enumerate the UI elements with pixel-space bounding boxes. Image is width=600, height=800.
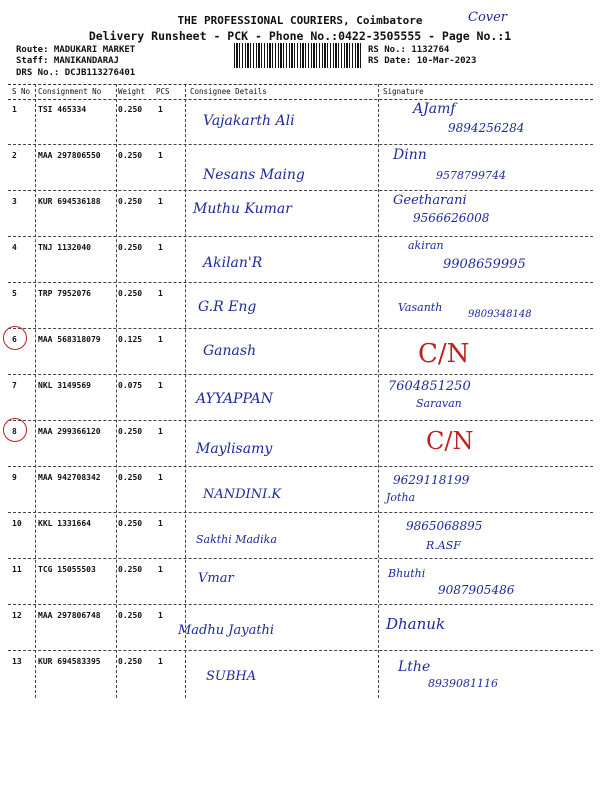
table-row (8, 513, 593, 559)
handwritten-note: Cover (468, 10, 508, 25)
row-weight: 0.250 (118, 289, 143, 298)
row-weight: 0.250 (118, 473, 143, 482)
row-pcs: 1 (158, 565, 163, 574)
table-row (8, 375, 593, 421)
header-sno: S No (12, 87, 31, 96)
signature-phone: 9908659995 (443, 257, 526, 272)
consignee-name: Vajakarth Ali (203, 113, 295, 129)
table-header (8, 84, 593, 100)
row-sno: 4 (12, 243, 17, 252)
table-row (8, 421, 593, 467)
signature-name: Bhuthi (388, 567, 426, 580)
row-sno: 7 (12, 381, 17, 390)
header-pcs: PCS (156, 87, 170, 96)
signature-name: Saravan (416, 397, 462, 410)
route-label: Route: MADUKARI MARKET (16, 45, 136, 55)
row-weight: 0.250 (118, 657, 143, 666)
signature-name: Vasanth (398, 301, 443, 314)
rs-number: RS No.: 1132764 (368, 45, 450, 55)
consignee-name: Nesans Maing (203, 167, 305, 183)
row-sno: 12 (12, 611, 22, 620)
row-6-circle-mark (3, 326, 27, 350)
document-subtitle: Delivery Runsheet - PCK - Phone No.:0422-3505555 - Page No.:1 (88, 29, 512, 43)
signature-name: Lthe (398, 659, 431, 675)
table-row (8, 237, 593, 283)
row-sno: 2 (12, 151, 17, 160)
signature-name: R.ASF (426, 539, 461, 552)
row-consignment: MAA 297806550 (38, 151, 101, 160)
consignee-name: Akilan'R (203, 255, 263, 271)
consignee-name: SUBHA (206, 669, 257, 684)
row-consignment: TRP 7952076 (38, 289, 91, 298)
row-consignment: TNJ 1132040 (38, 243, 91, 252)
signature-name: Jotha (386, 491, 416, 504)
signature-phone: 9629118199 (393, 473, 470, 487)
document-title: THE PROFESSIONAL COURIERS, Coimbatore (177, 14, 423, 27)
status-mark: C/N (418, 339, 470, 369)
row-consignment: MAA 297806748 (38, 611, 101, 620)
row-sno: 10 (12, 519, 22, 528)
table-row (8, 467, 593, 513)
signature-phone: 9865068895 (406, 519, 483, 533)
row-consignment: TSI 465334 (38, 105, 87, 114)
row-pcs: 1 (158, 335, 163, 344)
consignee-name: Maylisamy (196, 441, 273, 457)
row-pcs: 1 (158, 243, 163, 252)
consignee-name: G.R Eng (198, 299, 257, 315)
signature-phone: 7604851250 (388, 379, 471, 394)
row-pcs: 1 (158, 289, 163, 298)
row-pcs: 1 (158, 657, 163, 666)
row-sno: 9 (12, 473, 17, 482)
row-sno: 5 (12, 289, 17, 298)
consignee-name: Muthu Kumar (193, 201, 292, 217)
consignee-name: AYYAPPAN (196, 391, 273, 407)
table-row (8, 329, 593, 375)
row-consignment: KKL 1331664 (38, 519, 91, 528)
row-consignment: NKL 3149569 (38, 381, 91, 390)
table-row (8, 605, 593, 651)
row-pcs: 1 (158, 427, 163, 436)
row-consignment: MAA 568318079 (38, 335, 101, 344)
table-row (8, 145, 593, 191)
staff-label: Staff: MANIKANDARAJ (16, 56, 119, 66)
status-mark: C/N (426, 427, 474, 455)
row-sno: 11 (12, 565, 22, 574)
header-weight: Weight (118, 87, 146, 96)
row-sno: 6 (12, 335, 17, 344)
barcode (234, 43, 362, 68)
signature-phone: 8939081116 (428, 677, 498, 690)
row-consignment: MAA 942708342 (38, 473, 101, 482)
header-consignee: Consignee Details (190, 87, 267, 96)
signature-phone: 9578799744 (436, 169, 506, 182)
table-row (8, 651, 593, 696)
consignee-name: Sakthi Madika (196, 533, 277, 546)
table-row (8, 559, 593, 605)
signature-name: AJamf (413, 101, 456, 117)
drs-label: DRS No.: DCJB113276401 (16, 68, 136, 78)
header-signature: Signature (383, 87, 424, 96)
signature-name: Geetharani (393, 193, 467, 208)
row-weight: 0.250 (118, 151, 143, 160)
rs-date: RS Date: 10-Mar-2023 (368, 56, 477, 66)
row-sno: 3 (12, 197, 17, 206)
signature-name: Dhanuk (386, 615, 446, 633)
row-weight: 0.075 (118, 381, 143, 390)
row-sno: 13 (12, 657, 22, 666)
row-sno: 1 (12, 105, 17, 114)
row-pcs: 1 (158, 519, 163, 528)
signature-phone: 9894256284 (448, 121, 525, 135)
signature-phone: 9809348148 (468, 309, 532, 320)
signature-phone: 9566626008 (413, 211, 490, 225)
row-pcs: 1 (158, 105, 163, 114)
signature-name: Dinn (393, 147, 427, 163)
table-row (8, 191, 593, 237)
row-consignment: KUR 694536188 (38, 197, 101, 206)
signature-phone: 9087905486 (438, 583, 515, 597)
row-consignment: TCG 15055503 (38, 565, 96, 574)
row-8-circle-mark (3, 418, 27, 442)
row-weight: 0.125 (118, 335, 143, 344)
row-weight: 0.250 (118, 105, 143, 114)
row-pcs: 1 (158, 151, 163, 160)
row-pcs: 1 (158, 197, 163, 206)
row-pcs: 1 (158, 381, 163, 390)
table-row (8, 99, 593, 145)
row-weight: 0.250 (118, 197, 143, 206)
row-weight: 0.250 (118, 611, 143, 620)
consignee-name: Madhu Jayathi (178, 623, 275, 638)
row-consignment: MAA 299366120 (38, 427, 101, 436)
row-weight: 0.250 (118, 243, 143, 252)
row-weight: 0.250 (118, 427, 143, 436)
runsheet-table (8, 84, 593, 698)
row-weight: 0.250 (118, 565, 143, 574)
consignee-name: Ganash (203, 343, 257, 359)
consignee-name: NANDINI.K (203, 487, 282, 502)
signature-name: akiran (408, 239, 444, 252)
row-pcs: 1 (158, 611, 163, 620)
table-row (8, 283, 593, 329)
header-consignment: Consignment No (38, 87, 102, 96)
row-pcs: 1 (158, 473, 163, 482)
row-weight: 0.250 (118, 519, 143, 528)
row-sno: 8 (12, 427, 17, 436)
row-consignment: KUR 694583395 (38, 657, 101, 666)
consignee-name: Vmar (198, 571, 234, 586)
